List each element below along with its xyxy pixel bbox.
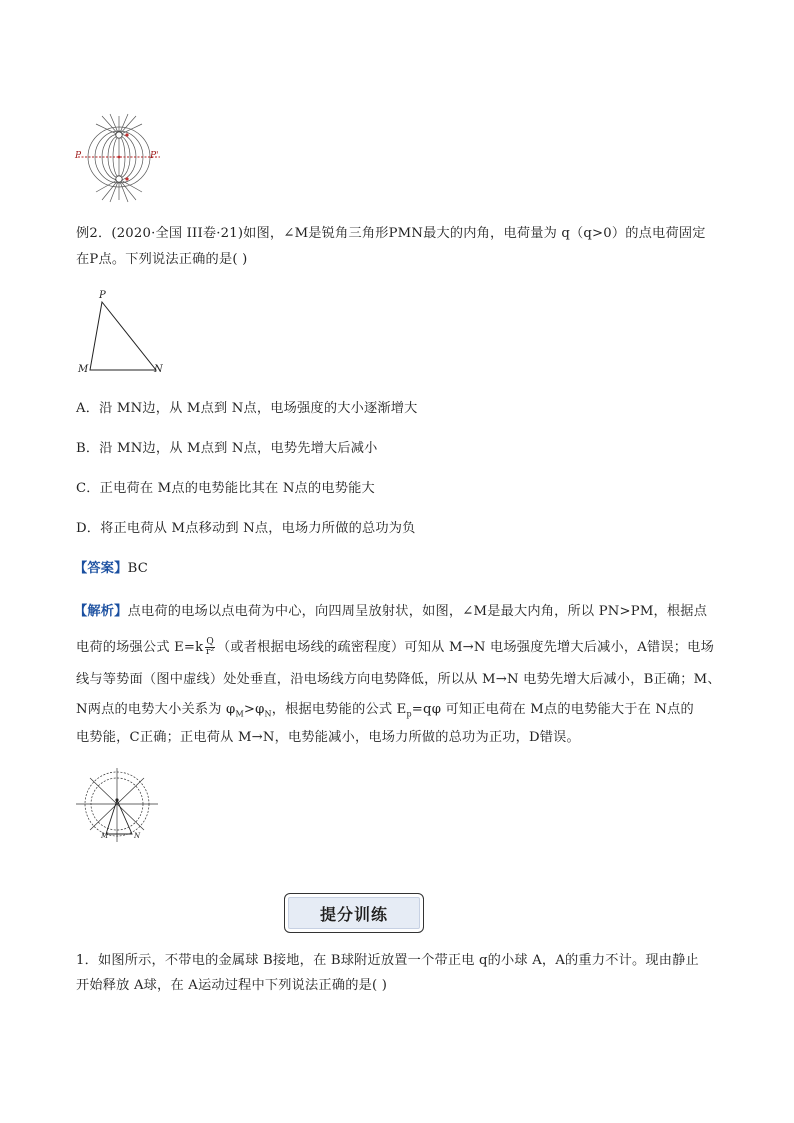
example2-line2: 在P点。下列说法正确的是( ) bbox=[76, 252, 248, 267]
analysis-text2a: 电荷的场强公式 E=k bbox=[76, 640, 204, 655]
figure2-label-m: M bbox=[101, 832, 109, 840]
analysis-line2 bbox=[76, 638, 714, 658]
radial-field-figure bbox=[74, 768, 160, 844]
section-banner-text: 提分训练 bbox=[319, 904, 388, 924]
section-banner bbox=[284, 893, 424, 933]
analysis-line4 bbox=[76, 700, 694, 725]
analysis-line3: 线与等势面（图中虚线）处处垂直，沿电场线方向电势降低，所以从 M→N 电势先增大后减小，B正确；M、 bbox=[76, 672, 721, 687]
option-a: A．沿 MN边，从 M点到 N点，电场强度的大小逐渐增大 bbox=[76, 401, 418, 416]
example2-line1: 例2．(2020·全国 III卷·21)如图，∠M是锐角三角形PMN最大的内角，电荷量为 q（q>0）的点电荷固定 bbox=[76, 226, 706, 241]
fraction-numerator: Q bbox=[206, 637, 214, 647]
answer-tag: 【答案】 bbox=[74, 561, 128, 576]
analysis-line1 bbox=[74, 602, 707, 622]
ep-subscript: p bbox=[406, 709, 412, 719]
phi-m-subscript: M bbox=[235, 709, 244, 719]
analysis-text4b: >φ bbox=[243, 702, 265, 717]
triangle-label-p: P bbox=[99, 290, 106, 301]
coulomb-fraction bbox=[205, 638, 215, 657]
triangle-label-n: N bbox=[154, 364, 163, 375]
option-d: D．将正电荷从 M点移动到 N点，电场力所做的总功为负 bbox=[76, 521, 416, 536]
fraction-denominator: r² bbox=[206, 647, 215, 657]
question1-line1: 1．如图所示，不带电的金属球 B接地，在 B球附近放置一个带正电 q的小球 A，A的重力不计。现由静止 bbox=[76, 953, 699, 968]
triangle-label-m: M bbox=[78, 364, 89, 375]
option-c: C．正电荷在 M点的电势能比其在 N点的电势能大 bbox=[76, 481, 375, 496]
analysis-tag: 【解析】 bbox=[74, 604, 128, 619]
analysis-text4a: N两点的电势大小关系为 φ bbox=[76, 702, 236, 717]
figure2-label-n: N bbox=[134, 832, 141, 840]
analysis-text1: 点电荷的电场以点电荷为中心，向四周呈放射状，如图，∠M是最大内角，所以 PN>PM，根据点 bbox=[127, 604, 708, 619]
phi-n-subscript: N bbox=[264, 709, 272, 719]
analysis-text4c: ，根据电势能的公式 E bbox=[271, 702, 407, 717]
answer-line bbox=[74, 559, 148, 579]
analysis-line5: 电势能，C正确；正电荷从 M→N，电势能减小，电场力所做的总功为正功，D错误。 bbox=[76, 730, 580, 745]
option-b: B．沿 MN边，从 M点到 N点，电势先增大后减小 bbox=[76, 441, 378, 456]
analysis-text2b: （或者根据电场线的疏密程度）可知从 M→N 电场强度先增大后减小，A错误；电场 bbox=[216, 640, 714, 655]
question1-line2: 开始释放 A球，在 A运动过程中下列说法正确的是( ) bbox=[76, 978, 388, 993]
figure1-label-p-prime: P' bbox=[150, 151, 159, 161]
figure1-label-p: P bbox=[75, 151, 82, 161]
answer-value: BC bbox=[127, 561, 148, 576]
analysis-text4d: =qφ 可知正电荷在 M点的电势能大于在 N点的 bbox=[411, 702, 694, 717]
